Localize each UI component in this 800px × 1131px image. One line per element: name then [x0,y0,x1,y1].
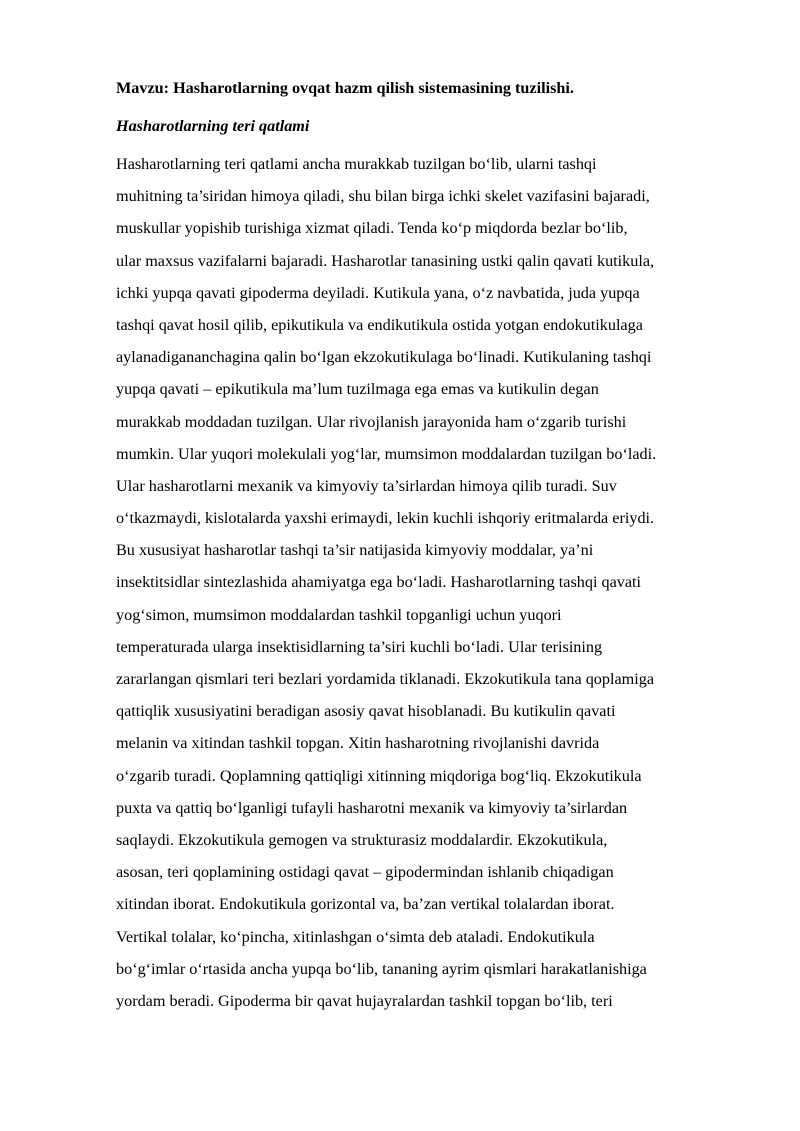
section-heading: Hasharotlarning teri qatlami [116,117,310,135]
document-title: Mavzu: Hasharotlarning ovqat hazm qilish sistemasining tuzilishi. [116,79,574,97]
paragraph-line: saqlaydi. Ekzokutikula gemogen va strukturasiz moddalardir. Ekzokutikula, [116,830,608,849]
paragraph-line: insektitsidlar sintezlashida ahamiyatga ega bo‘ladi. Hasharotlarning tashqi qavati [116,573,642,592]
paragraph-line: bo‘g‘imlar o‘rtasida ancha yupqa bo‘lib, tananing ayrim qismlari harakatlanishiga [116,959,647,978]
paragraph-line: Hasharotlarning teri qatlami ancha murakkab tuzilgan bo‘lib, ularni tashqi [116,155,597,173]
paragraph-line: xitindan iborat. Endokutikula gorizontal va, ba’zan vertikal tolalardan iborat. [116,895,615,914]
paragraph-line: muskullar yopishib turishiga xizmat qiladi. Tenda ko‘p miqdorda bezlar bo‘lib, [116,219,628,238]
document-content [116,76,756,1017]
paragraph-line: o‘zgarib turadi. Qoplamning qattiqligi xitinning miqdoriga bog‘liq. Ekzokutikula [116,766,642,785]
paragraph-line: muhitning ta’siridan himoya qiladi, shu bilan birga ichki skelet vazifasini bajaradi, [116,187,650,206]
paragraph-line: o‘tkazmaydi, kislotalarda yaxshi erimaydi, lekin kuchli ishqoriy eritmalarda eriydi. [116,509,655,528]
paragraph-line: Vertikal tolalar, ko‘pincha, xitinlashgan o‘simta deb ataladi. Endokutikula [116,927,595,946]
paragraph-line: melanin va xitindan tashkil topgan. Xitin hasharotning rivojlanishi davrida [116,734,600,753]
paragraph-line: qattiqlik xususiyatini beradigan asosiy qavat hisoblanadi. Bu kutikulin qavati [116,702,616,721]
paragraph-line: asosan, teri qoplamining ostidagi qavat – gipodermindan ishlanib chiqadigan [116,863,614,882]
paragraph-line: ular maxsus vazifalarni bajaradi. Hasharotlar tanasining ustki qalin qavati kutikula, [116,251,655,270]
paragraph-line: Bu xususiyat hasharotlar tashqi ta’sir natijasida kimyoviy moddalar, ya’ni [116,541,594,560]
paragraph-line: ichki yupqa qavati gipoderma deyiladi. Kutikula yana, o‘z navbatida, juda yupqa [116,283,640,302]
paragraph-line: yupqa qavati – epikutikula ma’lum tuzilmaga ega emas va kutikulin degan [116,380,599,399]
paragraph-line: tashqi qavat hosil qilib, epikutikula va endikutikula ostida yotgan endokutikulaga [116,315,643,334]
paragraph-line: yordam beradi. Gipoderma bir qavat hujayralardan tashkil topgan bo‘lib, teri [116,991,613,1010]
paragraph-line: Ular hasharotlarni mexanik va kimyoviy ta’sirlardan himoya qilib turadi. Suv [116,476,617,495]
body-paragraph [116,148,756,1017]
paragraph-line: puxta va qattiq bo‘lganligi tufayli hasharotni mexanik va kimyoviy ta’sirlardan [116,798,628,817]
paragraph-line: temperaturada ularga insektisidlarning ta’siri kuchli bo‘ladi. Ular terisining [116,637,603,656]
paragraph-line: murakkab moddadan tuzilgan. Ular rivojlanish jarayonida ham o‘zgarib turishi [116,412,627,431]
paragraph-line: aylanadigananchagina qalin bo‘lgan ekzokutikulaga bo‘linadi. Kutikulaning tashqi [116,348,652,367]
paragraph-line: zararlangan qismlari teri bezlari yordamida tiklanadi. Ekzokutikula tana qoplamiga [116,670,655,688]
paragraph-line: yog‘simon, mumsimon moddalardan tashkil topganligi uchun yuqori [116,605,562,624]
paragraph-line: mumkin. Ular yuqori molekulali yog‘lar, mumsimon moddalardan tuzilgan bo‘ladi. [116,444,657,463]
